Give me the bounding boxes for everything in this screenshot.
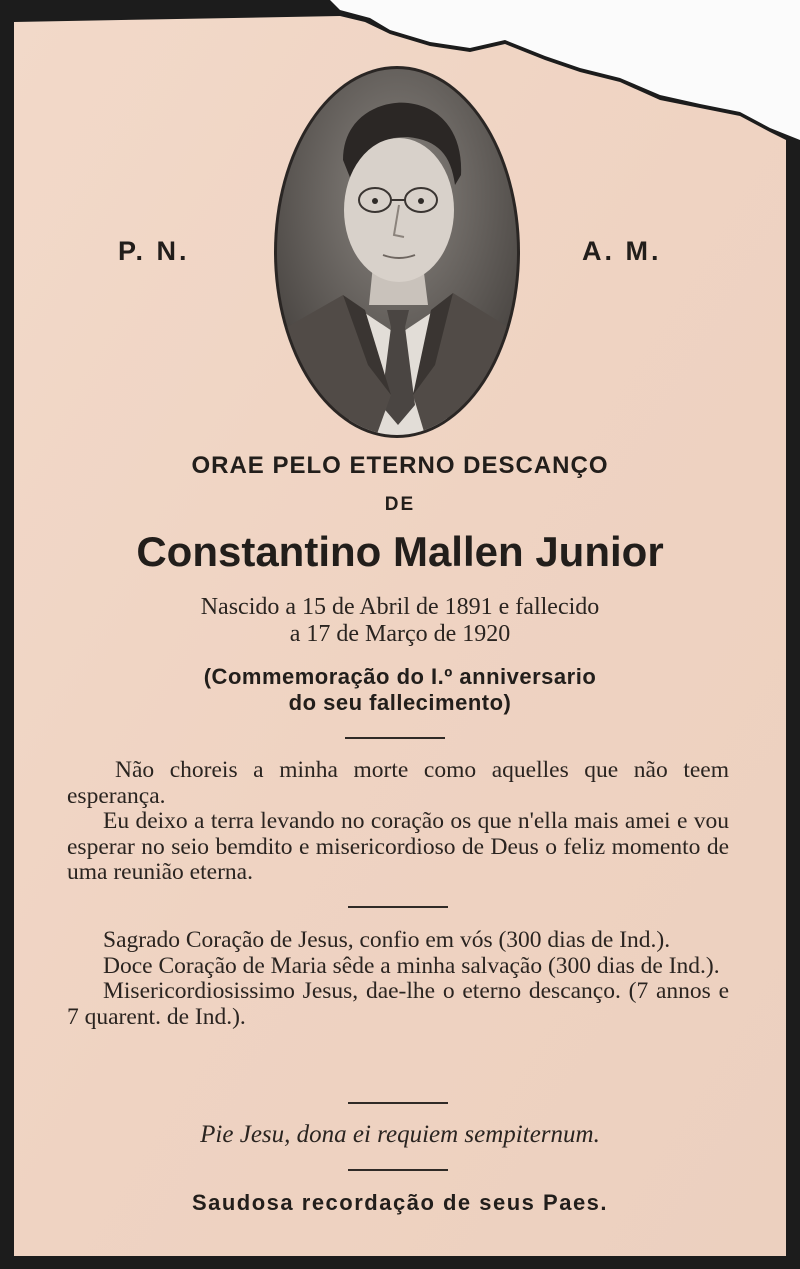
- prayer-sacred-heart: Sagrado Coração de Jesus, confio em vós (300 dias de Ind.).: [103, 927, 671, 953]
- prayers-paragraph: [67, 928, 729, 1030]
- prayer-mary: Doce Coração de Maria sêde a minha salvação (300 dias de Ind.).: [103, 952, 720, 979]
- farewell-sentence-2: Eu deixo a terra levando no coração os que n'ella mais amei e vou esperar no seio bemdito e misericordioso de Deus o feliz momento de uma reunião eterna.: [67, 808, 729, 885]
- dates-line-2: a 17 de Março de 1920: [289, 621, 511, 647]
- farewell-sentence-1: Não choreis a minha morte como aquelles que não teem esperança.: [67, 757, 729, 809]
- dates-line-1: Nascido a 15 de Abril de 1891 e fallecido: [200, 594, 600, 620]
- initials-left: P. N.: [118, 236, 190, 266]
- commemoration-line-2: do seu fallecimento): [288, 690, 512, 715]
- preposition: DE: [384, 494, 416, 515]
- portrait-photo: [273, 65, 521, 440]
- latin-prayer: Pie Jesu, dona ei requiem sempiternum.: [200, 1121, 600, 1148]
- deceased-name: Constantino Mallen Junior: [136, 528, 664, 575]
- divider: [348, 1169, 448, 1171]
- divider: [348, 906, 448, 908]
- footer-dedication: Saudosa recordação de seus Paes.: [191, 1190, 609, 1215]
- divider: [345, 737, 445, 739]
- prayer-jesus: Misericordiosissimo Jesus, dae-lhe o eterno descanço. (7 annos e 7 quarent. de Ind.).: [67, 978, 729, 1030]
- initials-right: A. M.: [582, 236, 662, 266]
- divider: [348, 1102, 448, 1104]
- farewell-paragraph: [67, 758, 729, 886]
- prayer-heading: ORAE PELO ETERNO DESCANÇO: [191, 452, 609, 479]
- commemoration-line-1: (Commemoração do I.º anniversario: [203, 664, 597, 689]
